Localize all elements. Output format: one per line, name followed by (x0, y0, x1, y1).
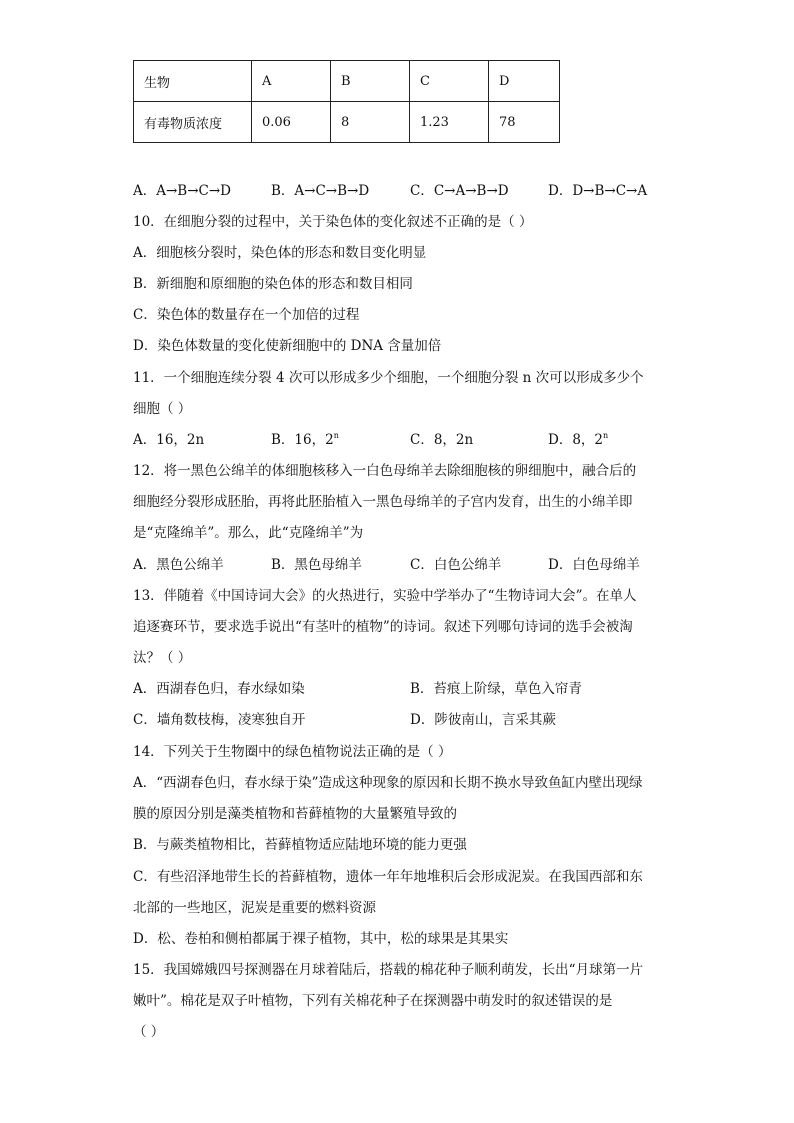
q11-stem-line1: 11．一个细胞连续分裂 4 次可以形成多少个细胞，一个细胞分裂 n 次可以形成多少个 (133, 370, 644, 386)
table-row (134, 102, 560, 143)
table-cell: 0.06 (252, 102, 331, 143)
q12-stem-line2: 细胞经分裂形成胚胎，再将此胚胎植入一黑色母绵羊的子宫内发育，出生的小绵羊即 (133, 494, 633, 510)
q13-option-a: A．西湖春色归，春水绿如染 (133, 681, 305, 697)
table-cell: D (489, 61, 560, 102)
q10-option-b: B．新细胞和原细胞的染色体的形态和数目相同 (133, 276, 413, 292)
q10-stem: 10．在细胞分裂的过程中，关于染色体的变化叙述不正确的是（ ） (133, 214, 533, 230)
table-cell: 生物 (134, 61, 252, 102)
table-row (134, 61, 560, 102)
table-cell: 8 (331, 102, 410, 143)
q10-option-c: C．染色体的数量存在一个加倍的过程 (133, 307, 360, 323)
q13-stem-line3: 汰？（ ） (133, 650, 192, 666)
table-cell: B (331, 61, 410, 102)
q12-stem-line1: 12．将一黑色公绵羊的体细胞核移入一白色母绵羊去除细胞核的卵细胞中，融合后的 (133, 463, 637, 479)
q9-option-a: A．A→B→C→D (133, 183, 232, 199)
q10-option-d: D．染色体数量的变化使新细胞中的 DNA 含量加倍 (133, 338, 442, 354)
q10-option-a: A．细胞核分裂时，染色体的形态和数目变化明显 (133, 245, 427, 261)
q13-option-d: D．陟彼南山，言采其蕨 (410, 712, 556, 728)
q11-option-b (271, 430, 339, 450)
table-cell: 1.23 (410, 102, 489, 143)
q14-option-c-line2: 北部的一些地区，泥炭是重要的燃料资源 (133, 900, 376, 916)
option-text: C．8，2n (410, 432, 474, 448)
toxin-concentration-table (133, 60, 560, 143)
q12-option-b: B．黑色母绵羊 (271, 557, 362, 573)
q13-option-b: B．苔痕上阶绿，草色入帘青 (410, 681, 582, 697)
q15-stem-line2: 嫩叶”。棉花是双子叶植物，下列有关棉花种子在探测器中萌发时的叙述错误的是 (133, 993, 613, 1009)
table-cell: 78 (489, 102, 560, 143)
q11-option-a (133, 430, 204, 450)
q13-stem-line1: 13．伴随着《中国诗词大会》的火热进行，实验中学举办了“生物诗词大会”。在单人 (133, 588, 637, 604)
q9-option-b: B．A→C→B→D (271, 183, 370, 199)
option-text: A．16，2n (133, 432, 205, 448)
q14-option-a-line1: A．“西湖春色归，春水绿于染”造成这种现象的原因和长期不换水导致鱼缸内壁出现绿 (133, 775, 643, 791)
q14-option-c-line1: C．有些沼泽地带生长的苔藓植物，遗体一年年地堆积后会形成泥炭。在我国西部和东 (133, 869, 643, 885)
table-cell: A (252, 61, 331, 102)
exponent: n (603, 431, 609, 440)
option-text: B．16，2 (271, 432, 334, 448)
q12-option-d: D．白色母绵羊 (548, 557, 640, 573)
q11-option-c (410, 430, 473, 450)
q14-option-d: D．松、卷柏和侧柏都属于裸子植物，其中，松的球果是其果实 (133, 931, 509, 947)
q12-stem-line3: 是“克隆绵羊”。那么，此“克隆绵羊”为 (133, 525, 364, 541)
q9-option-c: C．C→A→B→D (410, 183, 509, 199)
q9-option-d: D．D→B→C→A (548, 183, 648, 199)
q14-option-b: B．与蕨类植物相比，苔藓植物适应陆地环境的能力更强 (133, 837, 467, 853)
table-cell: C (410, 61, 489, 102)
option-text: D．8，2 (548, 432, 604, 448)
table-cell: 有毒物质浓度 (134, 102, 252, 143)
q13-stem-line2: 追逐赛环节，要求选手说出“有茎叶的植物”的诗词。叙述下列哪句诗词的选手会被淘 (133, 619, 633, 635)
q11-stem-line2: 细胞（ ） (133, 401, 192, 417)
q14-stem: 14．下列关于生物圈中的绿色植物说法正确的是（ ） (133, 744, 452, 760)
q14-option-a-line2: 膜的原因分别是藻类植物和苔藓植物的大量繁殖导致的 (133, 806, 457, 822)
q13-option-c: C．墙角数枝梅，凌寒独自开 (133, 712, 306, 728)
q15-stem-line1: 15．我国嫦娥四号探测器在月球着陆后，搭载的棉花种子顺利萌发，长出“月球第一片 (133, 962, 644, 978)
q15-stem-line3: （ ） (133, 1024, 165, 1040)
exponent: n (333, 431, 339, 440)
q11-option-d (548, 430, 608, 450)
q12-option-c: C．白色公绵羊 (410, 557, 502, 573)
q12-option-a: A．黑色公绵羊 (133, 557, 224, 573)
